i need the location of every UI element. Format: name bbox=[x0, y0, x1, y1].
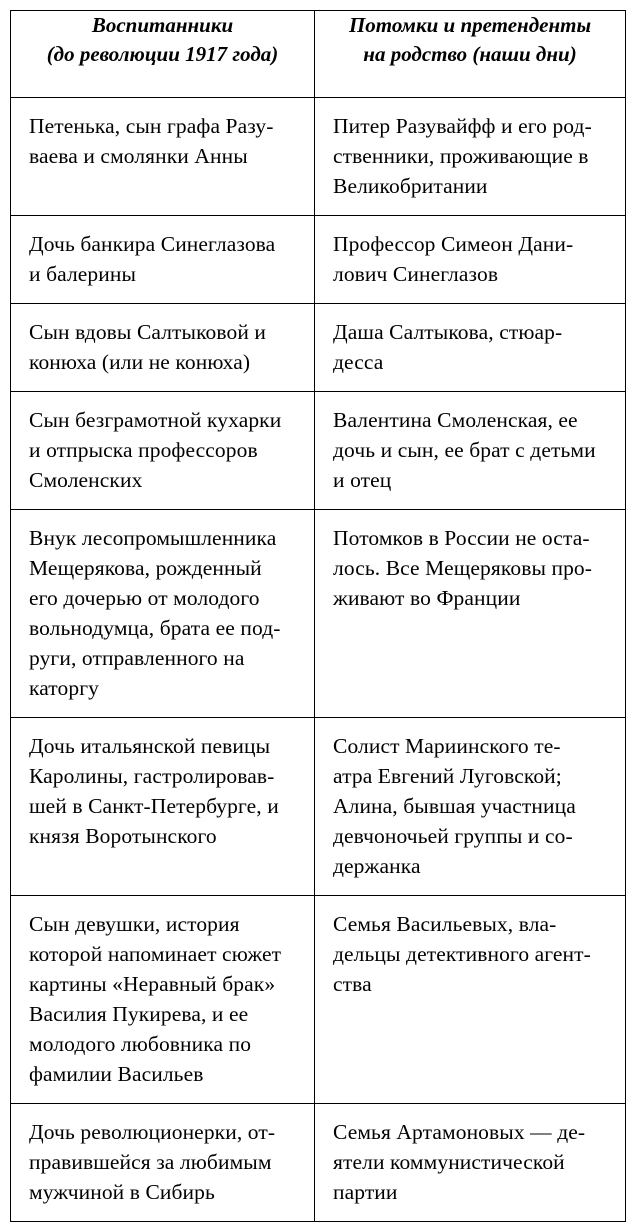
text-line: и отпрыска профессоров bbox=[29, 438, 258, 462]
cell-descendant-text bbox=[315, 216, 625, 303]
cell-descendant bbox=[315, 718, 626, 896]
cell-descendant-text bbox=[315, 896, 625, 1058]
cell-descendant bbox=[315, 304, 626, 392]
column-header-pupils-text bbox=[11, 11, 314, 69]
text-line: дельцы детективного агент- bbox=[333, 942, 591, 966]
genealogy-table bbox=[10, 10, 626, 1222]
cell-pupil bbox=[11, 1104, 315, 1222]
text-line: правившейся за любимым bbox=[29, 1150, 272, 1174]
cell-pupil-text bbox=[11, 718, 314, 865]
text-line: Василия Пукирева, и ее bbox=[29, 1002, 249, 1026]
text-line: Великобритании bbox=[333, 174, 488, 198]
text-line: вольнодумца, брата ее под- bbox=[29, 616, 281, 640]
table-row bbox=[11, 98, 626, 216]
text-line: Дочь революционерки, от- bbox=[29, 1120, 276, 1144]
cell-pupil bbox=[11, 896, 315, 1104]
cell-descendant bbox=[315, 216, 626, 304]
text-line: мужчиной в Сибирь bbox=[29, 1180, 215, 1204]
text-line: Валентина Смоленская, ее bbox=[333, 408, 578, 432]
text-line: Алина, бывшая участница bbox=[333, 794, 576, 818]
cell-pupil bbox=[11, 510, 315, 718]
text-line: Даша Салтыкова, стюар- bbox=[333, 320, 563, 344]
text-line: лось. Все Мещеряковы про- bbox=[333, 556, 593, 580]
column-header-descendants bbox=[315, 11, 626, 98]
cell-pupil bbox=[11, 98, 315, 216]
text-line: ства bbox=[333, 972, 372, 996]
cell-pupil-text bbox=[11, 896, 314, 1103]
cell-descendant-text bbox=[315, 510, 625, 710]
text-line: Внук лесопромышленника bbox=[29, 526, 277, 550]
cell-pupil bbox=[11, 216, 315, 304]
table-row bbox=[11, 216, 626, 304]
cell-descendant-text bbox=[315, 304, 625, 391]
text-line: и отец bbox=[333, 468, 392, 492]
table-row bbox=[11, 510, 626, 718]
text-line: картины «Неравный брак» bbox=[29, 972, 276, 996]
text-line: девчоночьей группы и со- bbox=[333, 824, 573, 848]
cell-descendant bbox=[315, 98, 626, 216]
text-line: каторгу bbox=[29, 676, 99, 700]
text-line: держанка bbox=[333, 854, 421, 878]
column-header-descendants-text bbox=[315, 11, 625, 69]
text-line: живают во Франции bbox=[333, 586, 521, 610]
text-line: и балерины bbox=[29, 262, 137, 286]
table-header bbox=[11, 11, 626, 98]
text-line: атра Евгений Луговской; bbox=[333, 764, 562, 788]
text-line: Петенька, сын графа Разу- bbox=[29, 114, 274, 138]
text-line: Питер Разувайфф и его род- bbox=[333, 114, 592, 138]
header-row bbox=[11, 11, 626, 98]
header-line: Воспитанники bbox=[91, 13, 234, 37]
cell-pupil bbox=[11, 304, 315, 392]
header-line: на родство (наши дни) bbox=[363, 42, 577, 66]
cell-pupil-text bbox=[11, 392, 314, 509]
cell-descendant bbox=[315, 392, 626, 510]
text-line: Сын девушки, история bbox=[29, 912, 240, 936]
cell-descendant-text bbox=[315, 98, 625, 215]
text-line: лович Синеглазов bbox=[333, 262, 499, 286]
header-line: (до революции 1917 года) bbox=[46, 42, 279, 66]
table-row bbox=[11, 1104, 626, 1222]
text-line: фамилии Васильев bbox=[29, 1062, 204, 1086]
text-line: ятели коммунистической bbox=[333, 1150, 565, 1174]
text-line: Солист Мариинского те- bbox=[333, 734, 561, 758]
text-line: Профессор Симеон Дани- bbox=[333, 232, 574, 256]
text-line: Сын вдовы Салтыковой и bbox=[29, 320, 267, 344]
text-line: Потомков в России не оста- bbox=[333, 526, 590, 550]
text-line: ваева и смолянки Анны bbox=[29, 144, 248, 168]
cell-pupil-text bbox=[11, 510, 314, 717]
text-line: Дочь итальянской певицы bbox=[29, 734, 271, 758]
text-line: партии bbox=[333, 1180, 398, 1204]
cell-pupil-text bbox=[11, 1104, 314, 1221]
cell-descendant bbox=[315, 510, 626, 718]
text-line: Семья Васильевых, вла- bbox=[333, 912, 557, 936]
text-line: десса bbox=[333, 350, 384, 374]
cell-descendant bbox=[315, 896, 626, 1104]
cell-descendant bbox=[315, 1104, 626, 1222]
text-line: Смоленских bbox=[29, 468, 143, 492]
cell-descendant-text bbox=[315, 718, 625, 895]
table-row bbox=[11, 718, 626, 896]
text-line: ственники, проживающие в bbox=[333, 144, 589, 168]
text-line: Дочь банкира Синеглазова bbox=[29, 232, 276, 256]
cell-descendant-text bbox=[315, 392, 625, 509]
text-line: руги, отправленного на bbox=[29, 646, 245, 670]
table-body bbox=[11, 98, 626, 1222]
table-row bbox=[11, 392, 626, 510]
text-line: Семья Артамоновых — де- bbox=[333, 1120, 586, 1144]
cell-pupil-text bbox=[11, 98, 314, 193]
column-header-pupils bbox=[11, 11, 315, 98]
text-line: князя Воротынского bbox=[29, 824, 217, 848]
cell-pupil-text bbox=[11, 304, 314, 391]
text-line: которой напоминает сюжет bbox=[29, 942, 282, 966]
text-line: конюха (или не конюха) bbox=[29, 350, 251, 374]
cell-descendant-text bbox=[315, 1104, 625, 1221]
table-row bbox=[11, 304, 626, 392]
cell-pupil-text bbox=[11, 216, 314, 303]
cell-pupil bbox=[11, 718, 315, 896]
text-line: Сын безграмотной кухарки bbox=[29, 408, 282, 432]
text-line: Мещерякова, рожденный bbox=[29, 556, 262, 580]
table-row bbox=[11, 896, 626, 1104]
header-line: Потомки и претенденты bbox=[348, 13, 592, 37]
text-line: молодого любовника по bbox=[29, 1032, 252, 1056]
text-line: дочь и сын, ее брат с детьми bbox=[333, 438, 596, 462]
text-line: Каролины, гастролировав- bbox=[29, 764, 275, 788]
text-line: его дочерью от молодого bbox=[29, 586, 260, 610]
text-line: шей в Санкт-Петербурге, и bbox=[29, 794, 279, 818]
table-container bbox=[10, 10, 625, 1222]
cell-pupil bbox=[11, 392, 315, 510]
